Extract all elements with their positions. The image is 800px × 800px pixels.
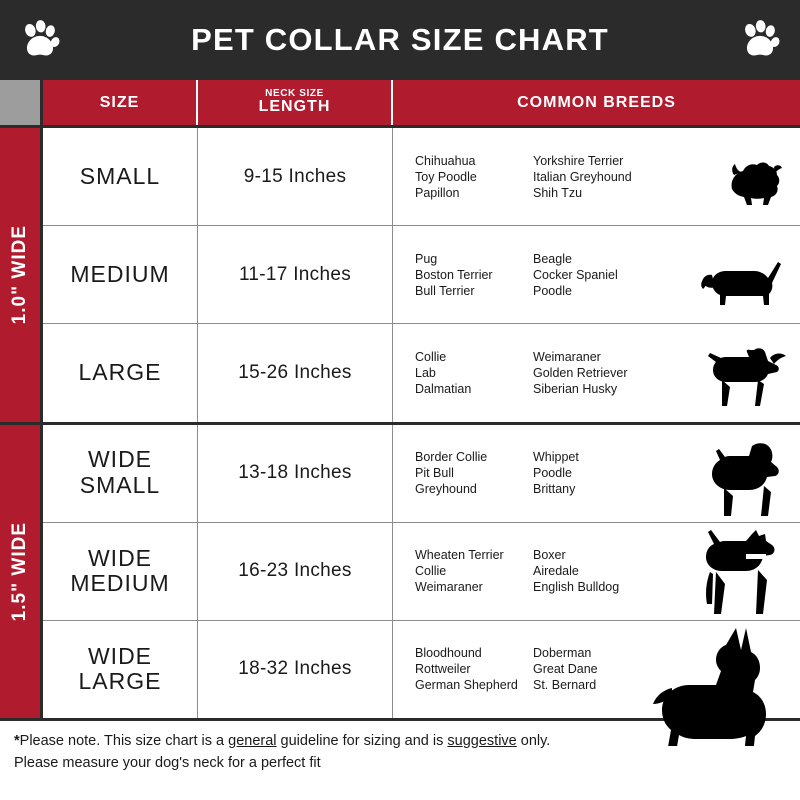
table-header-row [43, 80, 800, 128]
size-label [49, 447, 191, 499]
cell-breeds [393, 425, 800, 522]
breed-item: Bull Terrier [415, 283, 475, 298]
breed-item: Weimaraner [533, 349, 601, 364]
breed-item: Yorkshire Terrier [533, 153, 624, 168]
length-value: 18-32 Inches [238, 658, 352, 680]
breed-item: Papillon [415, 185, 460, 200]
table-row [43, 523, 800, 621]
table-row [43, 425, 800, 523]
breed-item: Shih Tzu [533, 185, 583, 200]
size-label: LARGE [78, 359, 162, 386]
breed-item: English Bulldog [533, 580, 620, 595]
cell-size [43, 324, 198, 421]
length-value: 9-15 Inches [243, 165, 347, 187]
breed-item: Cocker Spaniel [533, 267, 618, 282]
breed-item: Brittany [533, 482, 576, 497]
breed-item: German Shepherd [415, 678, 518, 693]
chart-header [0, 0, 800, 80]
breeds-column-2 [533, 349, 653, 397]
cell-breeds [393, 128, 800, 225]
breed-item: Weimaraner [415, 580, 483, 595]
footer-underline-suggestive: suggestive [447, 733, 517, 749]
breed-item: Rottweiler [415, 662, 471, 677]
bulldog-silhouette-icon [694, 436, 790, 520]
column-header-length [198, 80, 393, 125]
column-header-neck-size: NECK SIZE [265, 87, 324, 99]
size-label [49, 546, 191, 598]
paw-print-icon [738, 18, 782, 62]
breed-item: St. Bernard [533, 678, 597, 693]
breed-item: Poodle [533, 466, 572, 481]
breed-item: Toy Poodle [415, 169, 477, 184]
breed-item: Poodle [533, 283, 572, 298]
group-band-1-inch [0, 128, 40, 425]
size-label-line1: WIDE [87, 642, 153, 669]
cell-size [43, 425, 198, 522]
breed-item: Whippet [533, 450, 579, 465]
column-header-size: SIZE [43, 80, 198, 125]
table-grid [40, 80, 800, 718]
cell-length [198, 128, 393, 225]
group-band-1-5-inch [0, 425, 40, 719]
table-row [43, 324, 800, 424]
breeds-column-2 [533, 449, 653, 497]
breeds-column-1 [415, 547, 533, 595]
footer-note [0, 718, 800, 800]
length-value: 15-26 Inches [238, 361, 352, 383]
breeds-column-2 [533, 153, 653, 201]
breed-item: Doberman [533, 646, 592, 661]
column-header-length-label: LENGTH [258, 98, 331, 116]
retriever-silhouette-icon [694, 342, 790, 416]
size-label-line2: LARGE [78, 668, 162, 695]
page-title: PET COLLAR SIZE CHART [191, 22, 609, 57]
size-label-line1: WIDE [87, 544, 153, 571]
table-row [43, 128, 800, 226]
cell-size [43, 523, 198, 620]
breed-item: Beagle [533, 251, 572, 266]
breed-item: Italian Greyhound [533, 169, 632, 184]
table-row [43, 226, 800, 324]
breed-item: Lab [415, 365, 436, 380]
cell-breeds [393, 226, 800, 323]
breed-item: Collie [415, 349, 447, 364]
breed-item: Pug [415, 251, 438, 266]
cell-breeds [393, 621, 800, 718]
footer-text-b: guideline for sizing and is [276, 733, 448, 749]
cell-size [43, 621, 198, 718]
breeds-column-1 [415, 153, 533, 201]
pomeranian-silhouette-icon [712, 153, 790, 215]
footer-star: * [14, 733, 20, 749]
group-band-1-inch-label: 1.0" WIDE [9, 225, 30, 325]
size-label [49, 644, 191, 696]
breeds-column-1 [415, 349, 533, 397]
breed-item: Boston Terrier [415, 267, 493, 282]
size-label-line2: SMALL [79, 472, 161, 499]
breed-item: Collie [415, 564, 447, 579]
breed-item: Greyhound [415, 482, 477, 497]
breeds-column-1 [415, 251, 533, 299]
breed-item: Border Collie [415, 450, 488, 465]
cell-length [198, 425, 393, 522]
paw-print-icon [18, 18, 62, 62]
cell-length [198, 523, 393, 620]
size-label: SMALL [79, 162, 161, 189]
cell-length [198, 621, 393, 718]
breed-item: Siberian Husky [533, 381, 618, 396]
breeds-column-1 [415, 449, 533, 497]
breed-item: Bloodhound [415, 646, 482, 661]
breeds-column-2 [533, 547, 653, 595]
breeds-column-2 [533, 251, 653, 299]
breed-item: Golden Retriever [533, 365, 628, 380]
footer-text-a: Please note. This size chart is a [19, 733, 229, 749]
footer-underline-general: general [228, 733, 277, 749]
cell-length [198, 324, 393, 421]
size-label: MEDIUM [70, 260, 170, 287]
breed-item: Chihuahua [415, 153, 476, 168]
cell-breeds [393, 523, 800, 620]
footer-line-2: Please measure your dog's neck for a perfect fit [14, 754, 321, 771]
breed-item: Airedale [533, 564, 579, 579]
group-band-1-5-inch-label: 1.5" WIDE [9, 521, 30, 621]
table-row [43, 621, 800, 718]
breed-item: Dalmatian [415, 381, 472, 396]
footer-text-c: only. [516, 733, 551, 749]
width-group-column [0, 80, 40, 718]
breeds-column-1 [415, 645, 533, 693]
footer-line-1 [14, 731, 786, 753]
size-label-line1: WIDE [87, 446, 153, 473]
breed-item: Pit Bull [415, 466, 454, 481]
boxer-silhouette-icon [686, 528, 790, 620]
breed-item: Wheaten Terrier [415, 548, 504, 563]
corner-cell [0, 80, 40, 128]
length-value: 16-23 Inches [238, 560, 352, 582]
length-value: 11-17 Inches [238, 263, 352, 285]
length-value: 13-18 Inches [238, 462, 352, 484]
beagle-silhouette-icon [698, 253, 790, 315]
size-table [0, 80, 800, 718]
breed-item: Great Dane [533, 662, 598, 677]
column-header-common-breeds: COMMON BREEDS [517, 93, 676, 111]
cell-length [198, 226, 393, 323]
breed-item: Boxer [533, 548, 566, 563]
size-label-line2: MEDIUM [70, 570, 170, 597]
cell-size [43, 128, 198, 225]
breeds-column-2 [533, 645, 653, 693]
cell-breeds [393, 324, 800, 421]
cell-size [43, 226, 198, 323]
